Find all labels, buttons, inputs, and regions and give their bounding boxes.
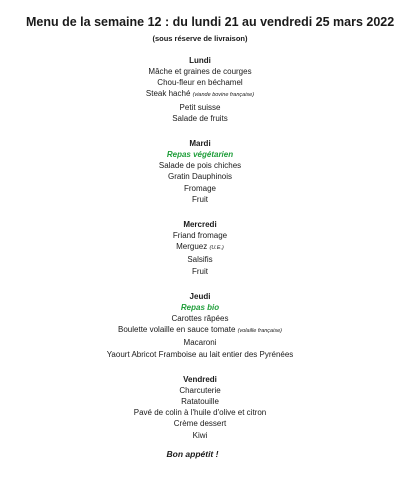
menu-item: Steak haché (viande bovine française) [145,89,255,99]
menu-item: Chou-fleur en béchamel [157,78,243,88]
day-tuesday [0,138,400,205]
menu-item: Ratatouille [181,397,219,407]
menu-item: Gratin Dauphinois [167,172,233,182]
menu-item: Salade de pois chiches [158,161,242,171]
day-name: Vendredi [183,374,217,384]
menu-item: Salsifis [187,255,213,265]
day-monday [0,55,400,124]
day-thursday [0,291,400,360]
menu-item: Carottes râpées [171,314,229,324]
special-meal-label: Repas végétarien [166,150,234,160]
menu-item: Merguez (U.E.) [176,242,224,252]
day-friday [0,374,400,441]
day-wednesday [0,219,400,277]
menu-item: Kiwi [192,430,208,440]
menu-item: Crème dessert [173,419,227,429]
menu-item: Charcuterie [179,385,221,395]
menu-subtitle: (sous réserve de livraison) [152,34,248,43]
day-name: Jeudi [189,291,211,301]
day-name: Mardi [189,139,211,149]
special-meal-label: Repas bio [180,302,220,312]
menu-item: Petit suisse [179,102,221,112]
day-name: Lundi [189,56,211,65]
menu-item: Yaourt Abricot Framboise au lait entier des Pyrénées [106,349,294,359]
item-note: (U.E.) [209,245,224,252]
item-note: (viande bovine française) [192,92,255,99]
closing-message: Bon appétit ! [166,449,219,459]
menu-item: Mâche et graines de courges [148,67,252,76]
menu-item: Fruit [192,194,208,204]
menu-title: Menu de la semaine 12 : du lundi 21 au vendredi 25 mars 2022 [26,15,395,29]
menu-item: Salade de fruits [172,113,228,123]
menu-item: Boulette volaille en sauce tomate (volaille française) [118,325,282,335]
menu-item: Pavé de colin à l'huile d'olive et citron [133,408,267,418]
menu-item: Macaroni [183,338,217,348]
days-list [0,55,400,441]
menu-item: Fromage [183,183,216,193]
menu-item: Fruit [192,266,208,276]
menu-item: Friand fromage [172,231,228,241]
day-name: Mercredi [183,220,217,230]
item-note: (volaille française) [237,328,282,335]
